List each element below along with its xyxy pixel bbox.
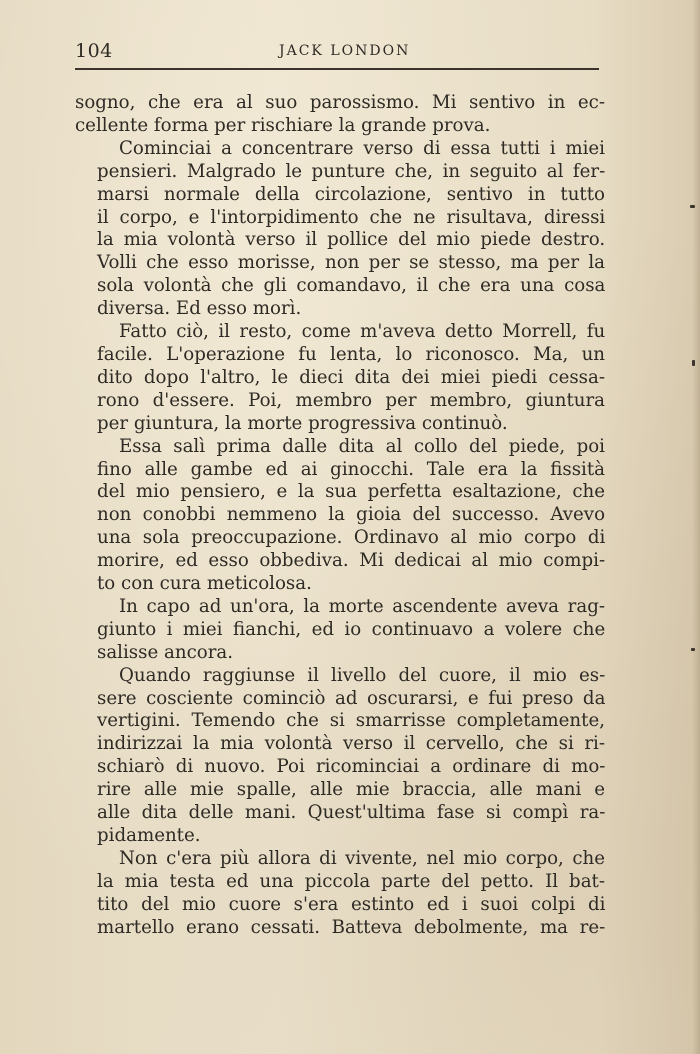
text-line: Quando raggiunse il livello del cuore, il mio es- bbox=[119, 664, 606, 686]
text-line: Fatto ciò, il resto, come m'aveva detto Morrell, fu bbox=[119, 321, 606, 343]
text-line: martello erano cessati. Batteva debolmente, ma re- bbox=[97, 916, 606, 938]
text-line: Volli che esso morisse, non per se stesso, ma per la bbox=[97, 252, 605, 274]
paragraph bbox=[75, 436, 605, 596]
text-line: rire alle mie spalle, alle mie braccia, alle mani e bbox=[97, 779, 605, 801]
paragraph bbox=[75, 596, 605, 665]
text-line: del mio pensiero, e la sua perfetta esaltazione, che bbox=[97, 481, 605, 503]
text-line: indirizzai la mia volontà verso il cervello, che si ri- bbox=[97, 733, 605, 755]
text-line: facile. L'operazione fu lenta, lo riconosco. Ma, un bbox=[97, 343, 605, 365]
text-line: sola volontà che gli comandavo, il che era una cosa bbox=[97, 275, 606, 297]
text-line: morire, ed esso obbediva. Mi dedicai al mio compi- bbox=[97, 550, 606, 572]
text-line: alle dita delle mani. Quest'ultima fase si compì ra- bbox=[97, 802, 606, 824]
text-line: per giuntura, la morte progressiva continuò. bbox=[97, 412, 508, 434]
text-line: schiarò di nuovo. Poi ricominciai a ordinare di mo- bbox=[97, 756, 606, 778]
text-line: salisse ancora. bbox=[97, 641, 234, 663]
text-line: la mia testa ed una piccola parte del petto. Il bat- bbox=[97, 870, 605, 892]
paragraph bbox=[75, 138, 605, 321]
paragraph bbox=[75, 665, 605, 848]
margin-mark bbox=[691, 648, 695, 651]
text-line: una sola preoccupazione. Ordinavo al mio corpo di bbox=[97, 527, 606, 549]
text-line: fino alle gambe ed ai ginocchi. Tale era la fissità bbox=[97, 458, 605, 480]
text-line: la mia volontà verso il pollice del mio piede destro. bbox=[97, 229, 606, 251]
text-line: sere cosciente cominciò ad oscurarsi, e fui preso da bbox=[97, 687, 606, 709]
page-number: 104 bbox=[75, 40, 113, 62]
text-line: pidamente. bbox=[97, 825, 201, 846]
paragraph bbox=[75, 92, 605, 138]
body-text bbox=[75, 92, 605, 940]
text-line: Cominciai a concentrare verso di essa tutti i miei bbox=[119, 137, 605, 159]
page-edge-shadow bbox=[692, 0, 700, 1054]
text-line: giunto i miei fianchi, ed io continuavo a volere che bbox=[97, 618, 606, 640]
text-line: marsi normale della circolazione, sentivo in tutto bbox=[97, 183, 605, 205]
running-head: JACK LONDON bbox=[279, 43, 411, 59]
paragraph bbox=[75, 321, 605, 436]
text-line: vertigini. Temendo che si smarrisse completamente, bbox=[97, 710, 605, 732]
text-line: il corpo, e l'intorpidimento che ne risultava, diressi bbox=[97, 206, 606, 228]
text-line: to con cura meticolosa. bbox=[97, 573, 312, 595]
text-line: dito dopo l'altro, le dieci dita dei miei piedi cessa- bbox=[97, 366, 605, 388]
text-line: rono d'essere. Poi, membro per membro, giuntura bbox=[97, 389, 605, 411]
text-line: cellente forma per rischiare la grande prova. bbox=[75, 114, 491, 136]
text-line: tito del mio cuore s'era estinto ed i suoi colpi di bbox=[97, 893, 606, 915]
text-line: pensieri. Malgrado le punture che, in seguito al fer- bbox=[97, 160, 606, 182]
text-line: non conobbi nemmeno la gioia del successo. Avevo bbox=[97, 504, 606, 526]
text-line: Non c'era più allora di vivente, nel mio corpo, che bbox=[119, 847, 605, 869]
margin-mark bbox=[690, 205, 695, 208]
paragraph bbox=[75, 848, 605, 940]
text-line: diversa. Ed esso morì. bbox=[97, 298, 302, 320]
margin-mark bbox=[692, 360, 695, 366]
text-line: Essa salì prima dalle dita al collo del piede, poi bbox=[119, 435, 605, 457]
header-rule bbox=[75, 68, 599, 70]
page-header bbox=[75, 38, 597, 68]
text-line: sogno, che era al suo parossismo. Mi sentivo in ec- bbox=[75, 92, 605, 113]
text-line: In capo ad un'ora, la morte ascendente aveva rag- bbox=[119, 595, 605, 617]
